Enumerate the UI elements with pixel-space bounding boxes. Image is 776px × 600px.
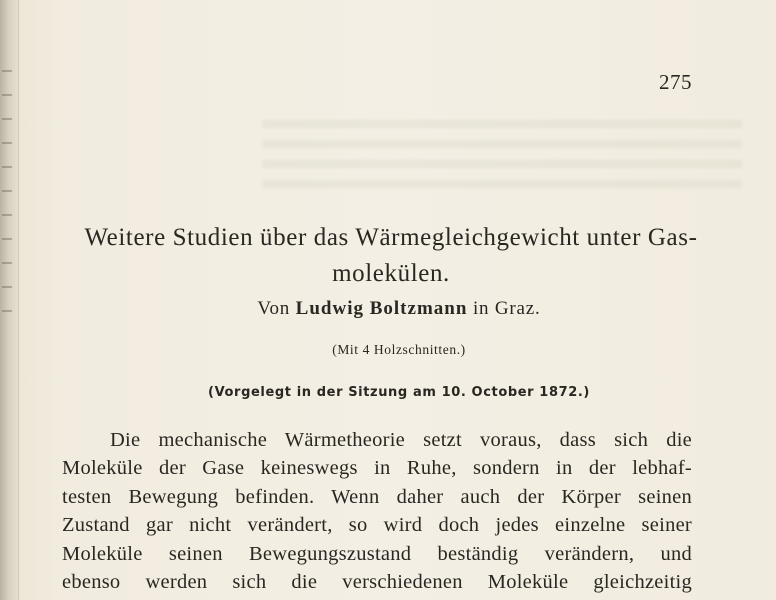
- body-line: Moleküle der Gase keineswegs in Ruhe, sondern in der lebhaf-: [62, 457, 692, 480]
- body-line: Moleküle seinen Bewegungszustand beständig verändern, und: [62, 542, 692, 565]
- author-line: [82, 298, 716, 320]
- title-line-1: Weitere Studien über das Wärmegleichgewicht unter Gas-: [84, 224, 698, 251]
- body-paragraph: [62, 426, 692, 596]
- author-prefix: Von: [257, 298, 291, 319]
- binding-stitch-marks: [2, 70, 12, 320]
- title-line-2: molekülen.: [332, 260, 450, 287]
- presentation-note: (Vorgelegt in der Sitzung am 10. October 1872.): [208, 385, 590, 400]
- body-line: Die mechanische Wärmetheorie setzt voraus, dass sich die: [110, 429, 692, 451]
- author-location: in Graz.: [472, 298, 541, 319]
- book-binding-edge: [0, 0, 19, 600]
- book-page: [22, 0, 776, 600]
- page-number: 275: [659, 70, 692, 94]
- woodcuts-note: (Mit 4 Holzschnitten.): [332, 342, 466, 357]
- body-line: testen Bewegung befinden. Wenn daher auch der Körper seinen: [62, 485, 692, 508]
- body-line: Zustand gar nicht verändert, so wird doch jedes einzelne seiner: [62, 514, 692, 537]
- body-line: ebenso werden sich die verschiedenen Moleküle gleichzeitig: [62, 571, 692, 594]
- author-name: Ludwig Boltzmann: [295, 298, 468, 319]
- article-title: [52, 220, 730, 292]
- bleed-through-shadow: [262, 108, 742, 188]
